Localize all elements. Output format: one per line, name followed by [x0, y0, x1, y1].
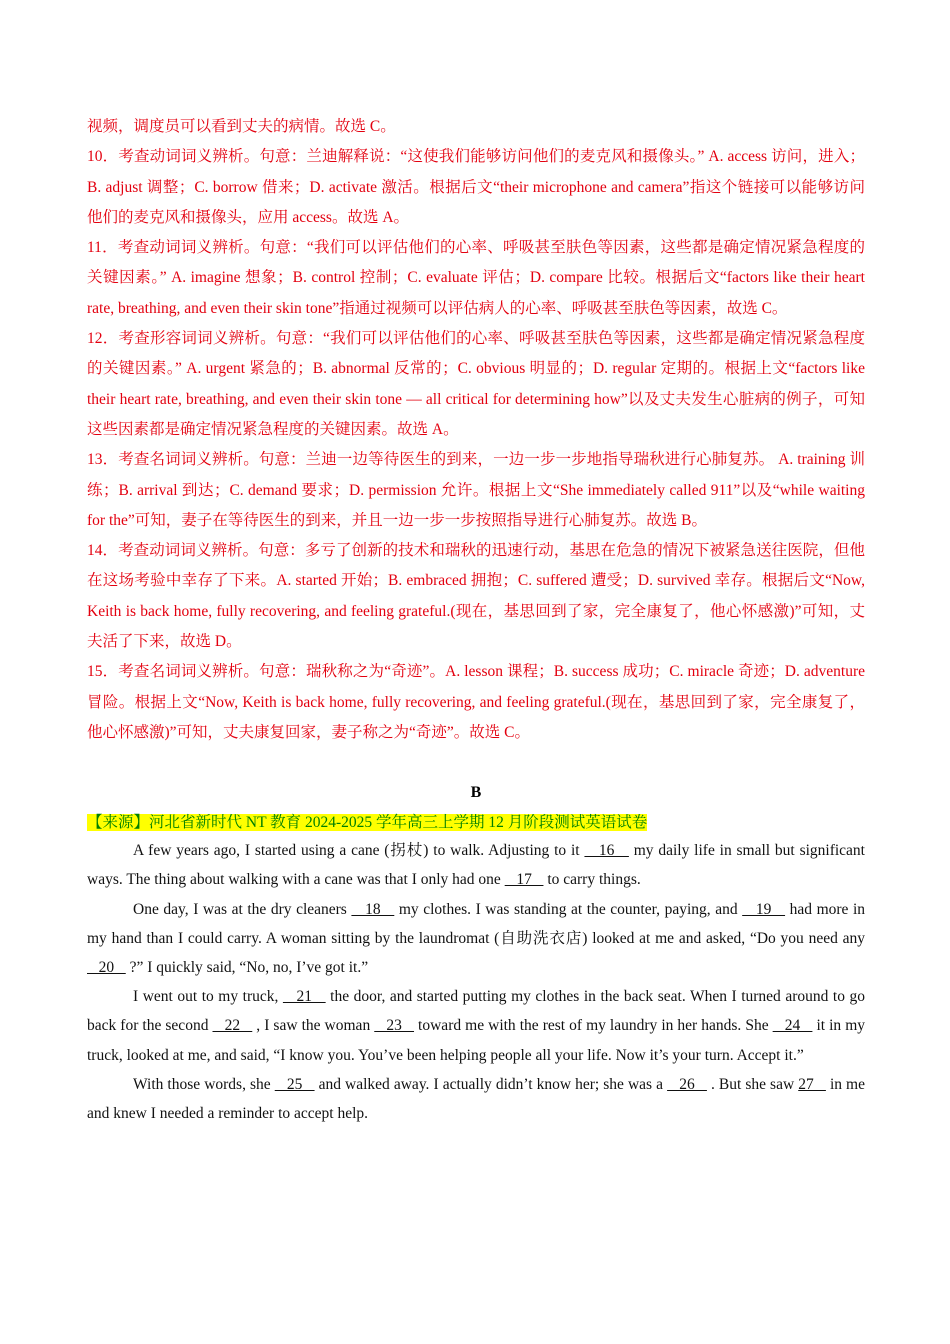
passage-text: , I saw the woman — [252, 1017, 375, 1035]
blank-19: 19 — [742, 900, 786, 918]
passage-text: to carry things. — [543, 871, 641, 889]
passage-text: With those words, she — [133, 1075, 275, 1093]
source-highlight: 【来源】河北省新时代 NT 教育 2024-2025 学年高三上学期 12 月阶段测试英语试卷 — [87, 814, 648, 832]
passage-text: One day, I was at the dry cleaners — [133, 900, 352, 918]
blank-18: 18 — [351, 900, 395, 918]
passage-text: my clothes. I was standing at the counter, paying, and — [394, 900, 743, 918]
answer-explanation-11: 11．考查动词词义辨析。句意：“我们可以评估他们的心率、呼吸甚至肤色等因素，这些都是确定情况紧急程度的关键因素。” A. imagine 想象；B. control 控制；C. evaluate 评估；D. compare 比较。根据后文“factors like their heart rate, breathing, and even their skin tone”指通过视频可以评估病人的心率、呼吸甚至肤色等因素，故选 C。 — [87, 239, 865, 317]
blank-21: 21 — [282, 988, 326, 1006]
blank-16: 16 — [584, 842, 629, 860]
passage-text: the door, and started putting my clothes in the back seat. When I turned around to go back for the second — [87, 988, 866, 1035]
answer-explanation-12: 12．考查形容词词义辨析。句意：“我们可以评估他们的心率、呼吸甚至肤色等因素，这些都是确定情况紧急程度的关键因素。” A. urgent 紧急的；B. abnormal 反常的；C. obvious 明显的；D. regular 定期的。根据上文“factors like their heart rate, breathing, and even their skin tone — all critical for determining how”以及丈夫发生心脏病的例子，可知这些因素都是确定情况紧急程度的关键因素。故选 A。 — [87, 330, 865, 438]
passage-text: in me and knew I needed a reminder to accept help. — [87, 1075, 865, 1123]
section-heading: B — [470, 784, 482, 802]
passage-text: I went out to my truck, — [133, 988, 283, 1006]
passage-text: it in my truck, looked at me, and said, “I know you. You’ve been helping people all your life. Now it’s your turn. Accept it.” — [87, 1017, 866, 1064]
passage-text: and walked away. I actually didn’t know her; she was a — [314, 1075, 668, 1093]
answer-explanation-14: 14．考查动词词义辨析。句意：多亏了创新的技术和瑞秋的迅速行动，基思在危急的情况下被紧急送往医院，但他在这场考验中幸存了下来。A. started 开始；B. embraced 拥抱；C. suffered 遭受；D. survived 幸存。根据后文“Now, Keith is back home, fully recovering, and feeling grateful.(现在，基思回到了家，完全康复了，他心怀感激)”可知，丈夫活了下来，故选 D。 — [87, 542, 865, 651]
blank-24: 24 — [772, 1017, 813, 1035]
blank-25: 25 — [274, 1075, 315, 1093]
blank-17: 17 — [504, 871, 544, 889]
answer-continuation: 视频，调度员可以看到丈夫的病情。故选 C。 — [87, 118, 396, 135]
answer-explanation-15: 15．考查名词词义辨析。句意：瑞秋称之为“奇迹”。A. lesson 课程；B. success 成功；C. miracle 奇迹；D. adventure 冒险。根据上文“Now, Keith is back home, fully recovering, and feeling grateful.(现在，基思回到了家，完全康复了，他心怀感激)”可知，丈夫康复回家，妻子称之为“奇迹”。故选 C。 — [87, 663, 865, 741]
passage-paragraph-4 — [87, 1070, 865, 1128]
passage-text: toward me with the rest of my laundry in her hands. She — [414, 1017, 773, 1035]
passage-text: my daily life in small but significant ways. The thing about walking with a cane was that I only had one — [87, 842, 865, 889]
passage-text: ?” I quickly said, “No, no, I’ve got it.” — [125, 959, 369, 977]
blank-26: 26 — [667, 1075, 707, 1093]
passage-paragraph-1 — [87, 836, 865, 894]
blank-27: 27 — [798, 1075, 826, 1093]
passage-text: had more in my hand than I could carry. A woman sitting by the laundromat (自助洗衣店) looked at me and asked, “Do you need any — [87, 900, 866, 947]
passage-paragraph-3 — [87, 982, 865, 1070]
blank-22: 22 — [212, 1017, 253, 1035]
passage-text: A few years ago, I started using a cane (拐杖) to walk. Adjusting to it — [133, 842, 585, 860]
source-line — [87, 810, 865, 836]
passage-paragraph-2 — [87, 895, 865, 983]
answer-explanation-13: 13．考查名词词义辨析。句意：兰迪一边等待医生的到来，一边一步一步地指导瑞秋进行心肺复苏。 A. training 训练；B. arrival 到达；C. demand 要求；D. permission 允许。根据上文“She immediately called 911”以及“while waiting for the”可知，妻子在等待医生的到来，并且一边一步一步按照指导进行心肺复苏。故选 B。 — [87, 451, 865, 529]
blank-20: 20 — [87, 959, 126, 977]
document-page — [87, 112, 865, 1128]
passage-text: . But she saw — [706, 1075, 799, 1093]
answer-explanation-10: 10．考查动词词义辨析。句意：兰迪解释说：“这使我们能够访问他们的麦克风和摄像头。” A. access 访问，进入；B. adjust 调整；C. borrow 借来；D. activate 激活。根据后文“their microphone and camera”指这个链接可以能够访问他们的麦克风和摄像头，应用 access。故选 A。 — [87, 148, 865, 226]
blank-23: 23 — [374, 1017, 415, 1035]
